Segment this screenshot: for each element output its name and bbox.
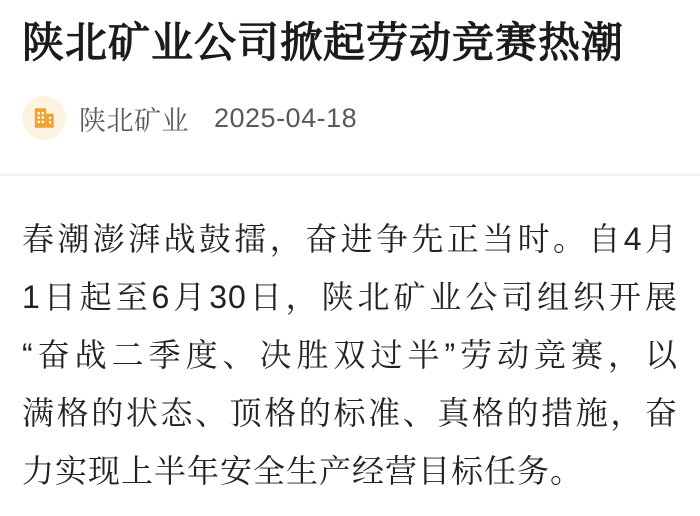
publisher-name[interactable]: 陕北矿业 bbox=[79, 105, 189, 136]
body-line-2: 1日起至6月30日，陕北矿业公司组织开展 bbox=[22, 279, 678, 315]
publisher-avatar[interactable] bbox=[22, 96, 66, 140]
body-line-4: 满格的状态、顶格的标准、真格的措施，奋 bbox=[22, 395, 678, 431]
article-body bbox=[22, 210, 678, 500]
body-line-5: 力实现上半年安全生产经营目标任务。 bbox=[22, 453, 584, 489]
publish-date: 2025-04-18 bbox=[214, 102, 358, 133]
body-line-3: “奋战二季度、决胜双过半”劳动竞赛，以 bbox=[22, 337, 678, 373]
section-divider bbox=[0, 173, 700, 176]
article-meta bbox=[22, 96, 678, 140]
body-line-1: 春潮澎湃战鼓擂，奋进争先正当时。自4月 bbox=[22, 221, 678, 257]
building-icon bbox=[31, 105, 57, 131]
article-title: 陕北矿业公司掀起劳动竞赛热潮 bbox=[22, 19, 625, 66]
